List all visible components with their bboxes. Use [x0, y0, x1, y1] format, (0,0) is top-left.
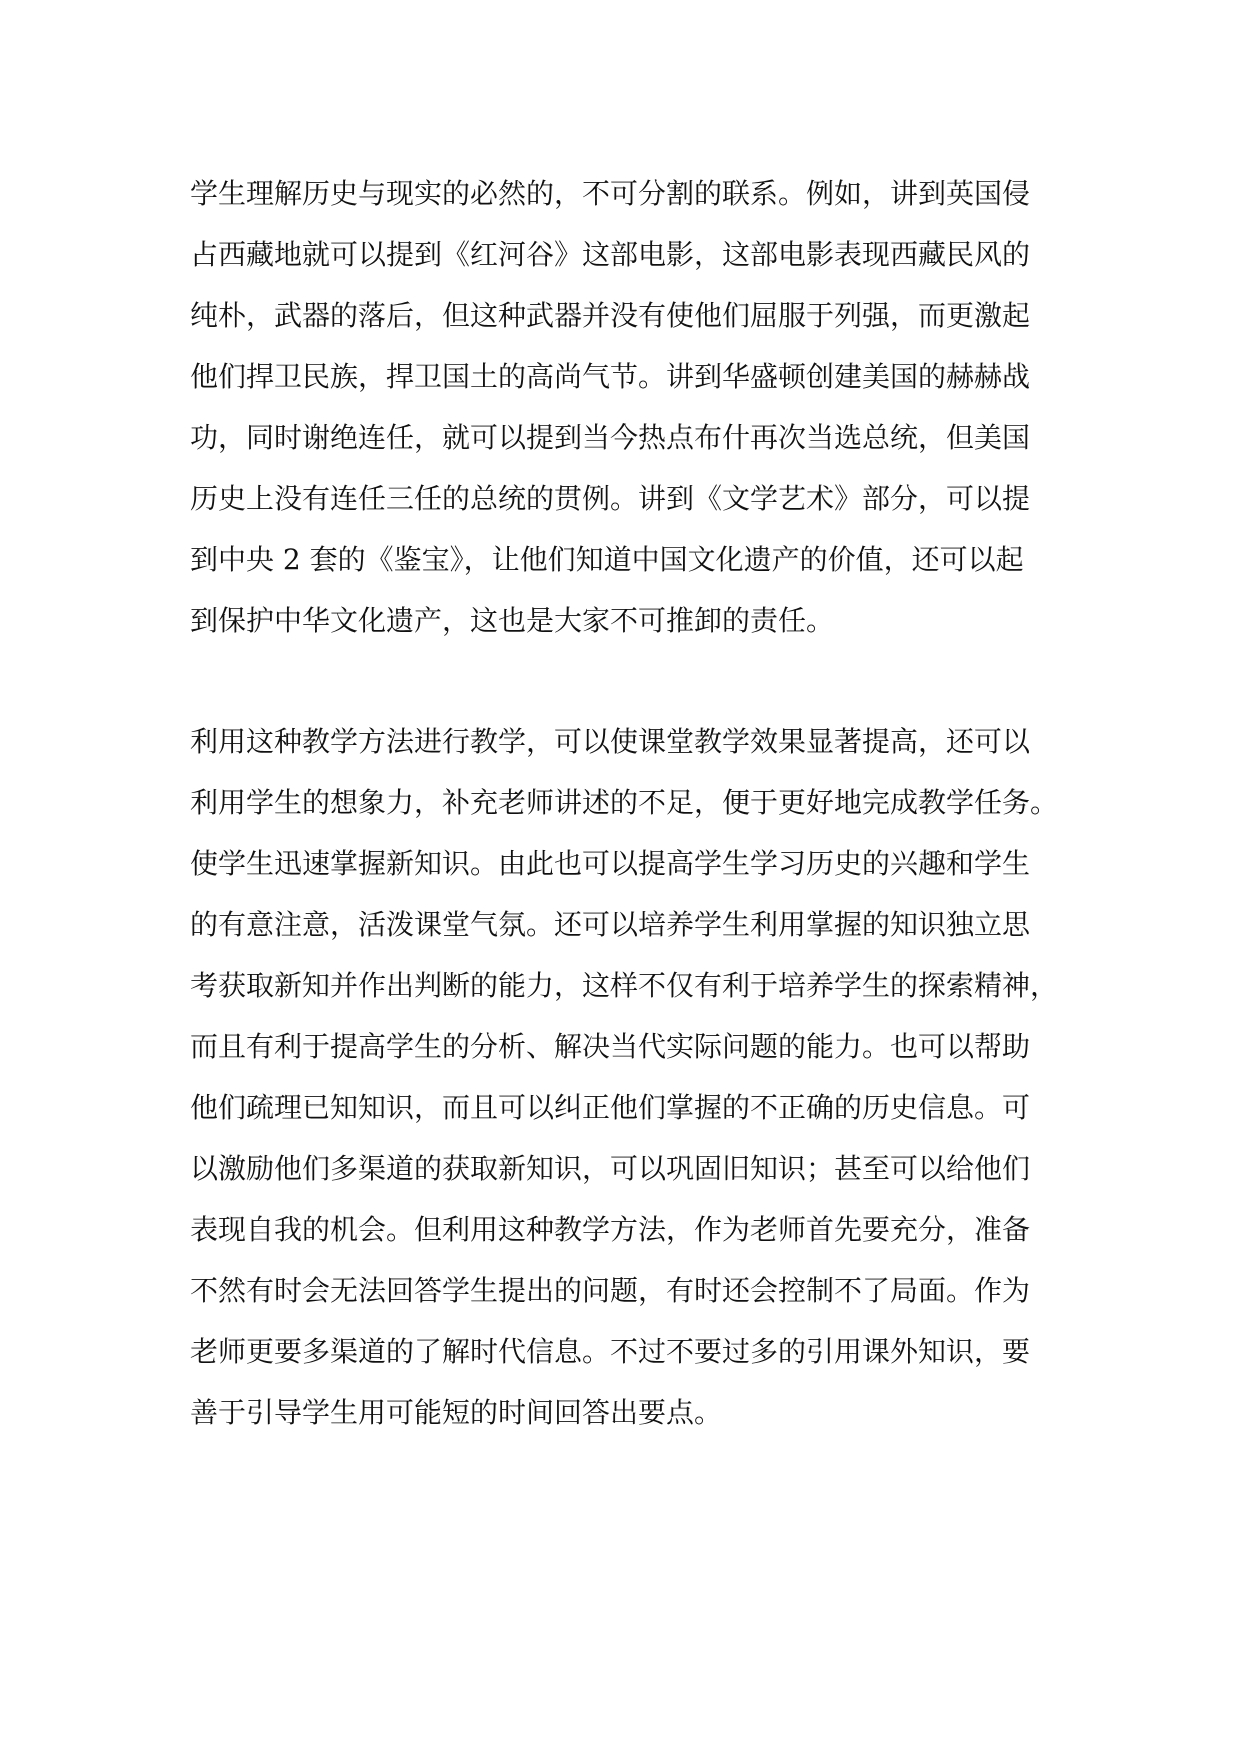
- text-line: 利用这种教学方法进行教学，可以使课堂教学效果显著提高，还可以: [190, 725, 1031, 758]
- text-line: 善于引导学生用可能短的时间回答出要点。: [190, 1396, 723, 1429]
- text-line: 而且有利于提高学生的分析、解决当代实际问题的能力。也可以帮助: [190, 1030, 1031, 1063]
- text-line: 表现自我的机会。但利用这种教学方法，作为老师首先要充分，准备: [190, 1213, 1031, 1246]
- text-line: 考获取新知并作出判断的能力，这样不仅有利于培养学生的探索精神，: [190, 969, 1059, 1002]
- text-line: 占西藏地就可以提到《红河谷》这部电影，这部电影表现西藏民风的: [190, 238, 1031, 271]
- paragraph-2: [190, 711, 1070, 1443]
- text-line: 的有意注意，活泼课堂气氛。还可以培养学生利用掌握的知识独立思: [190, 908, 1031, 941]
- text-line: 老师更要多渠道的了解时代信息。不过不要过多的引用课外知识，要: [190, 1335, 1031, 1368]
- text-line: 他们捍卫民族，捍卫国土的高尚气节。讲到华盛顿创建美国的赫赫战: [190, 360, 1031, 393]
- text-line: 使学生迅速掌握新知识。由此也可以提高学生学习历史的兴趣和学生: [190, 847, 1031, 880]
- text-line: 纯朴，武器的落后，但这种武器并没有使他们屈服于列强，而更激起: [190, 299, 1031, 332]
- text-line: 学生理解历史与现实的必然的，不可分割的联系。例如，讲到英国侵: [190, 177, 1031, 210]
- text-line: 他们疏理已知知识，而且可以纠正他们掌握的不正确的历史信息。可: [190, 1091, 1031, 1124]
- text-line: 到中央 2 套的《鉴宝》，让他们知道中国文化遗产的价值，还可以起: [190, 543, 1024, 576]
- text-line: 到保护中华文化遗产，这也是大家不可推卸的责任。: [190, 604, 835, 637]
- text-line: 利用学生的想象力，补充老师讲述的不足，便于更好地完成教学任务。: [190, 786, 1059, 819]
- text-line: 历史上没有连任三任的总统的贯例。讲到《文学艺术》部分，可以提: [190, 482, 1031, 515]
- text-line: 以激励他们多渠道的获取新知识，可以巩固旧知识；甚至可以给他们: [190, 1152, 1031, 1185]
- text-line: 不然有时会无法回答学生提出的问题，有时还会控制不了局面。作为: [190, 1274, 1031, 1307]
- text-line: 功，同时谢绝连任，就可以提到当今热点布什再次当选总统，但美国: [190, 421, 1031, 454]
- paragraph-1: [190, 163, 1070, 651]
